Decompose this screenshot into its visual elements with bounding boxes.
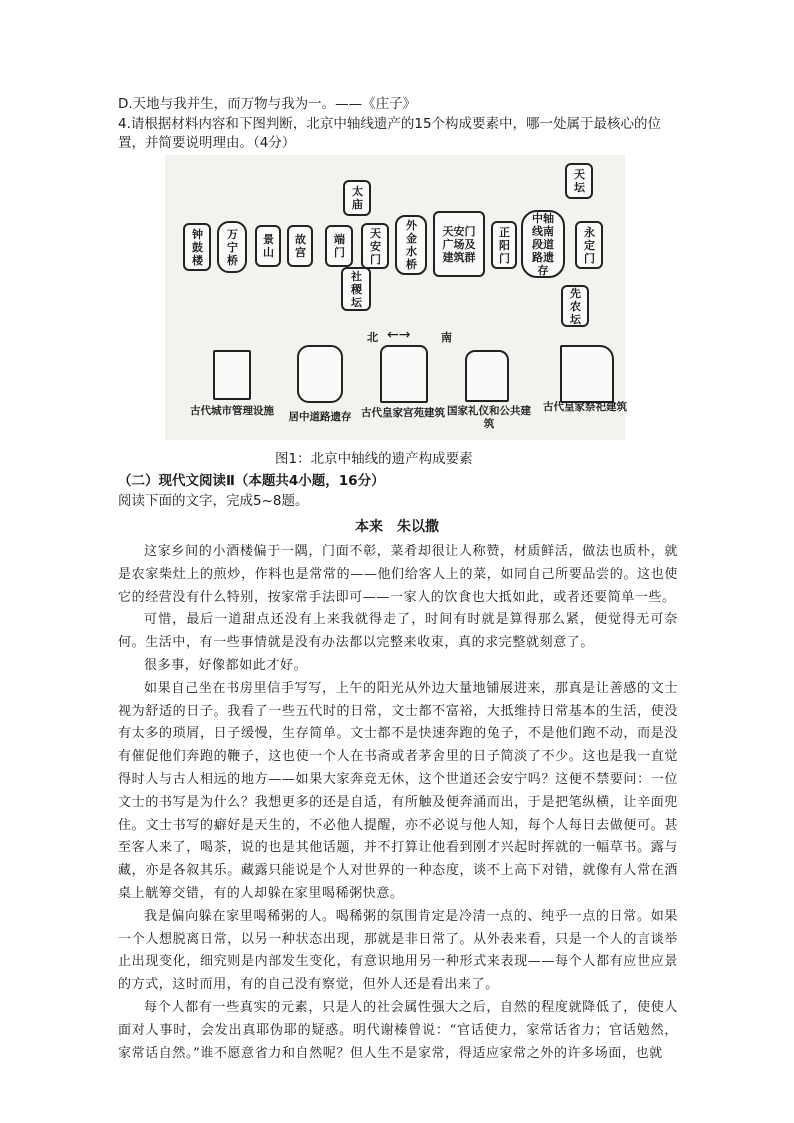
question-4-line-2: 置，并简要说明理由。（4分） (118, 135, 296, 151)
element-tiantan: 天坛 (565, 163, 593, 199)
north-label: 北 (367, 331, 378, 344)
south-label: 南 (441, 331, 452, 344)
direction-arrow: ←→ (387, 327, 411, 343)
section-heading: （二）现代文阅读Ⅱ（本题共4小题，16分） (118, 473, 385, 489)
element-waijinshuiqiao: 外金水桥 (395, 215, 427, 275)
element-tiananmen: 天安门 (361, 223, 389, 269)
article-body (118, 541, 678, 1065)
legend-shape-palace (380, 345, 428, 403)
figure-caption: 图1：北京中轴线的遗产构成要素 (275, 451, 473, 467)
element-zhonggulou: 钟鼓楼 (183, 223, 211, 271)
paragraph: 每个人都有一些真实的元素，只是人的社会属性强大之后，自然的程度就降低了，使使人面对人事时，会发出真耶伪耶的疑惑。明代谢榛曾说：“官话使力，家常话省力；官话勉然，家常话自然。”谁不愿意省力和自然呢？但人生不是家常，得适应家常之外的许多场面，也就 (118, 999, 678, 1061)
legend-shape-city (213, 350, 251, 400)
legend-label-sacrifice: 古代皇家祭祀建筑 (543, 401, 627, 413)
paragraph: 如果自己坐在书房里信手写写，上午的阳光从外边大量地铺展进来，那真是让善感的文士视为舒适的日子。我看了一些五代时的日常，文士都不富裕，大抵维持日常基本的生活，使没有太多的琐屑，日子缓慢，生存简单。文士都不是快速奔跑的兔子，不是他们跑不动，而是没有催促他们奔跑的鞭子，这也使一个人在书斋或者茅舍里的日子简淡了不少。这也是我一直觉得时人与古人相远的地方——如果大家奔竞无休，这个世道还会安宁吗？这便不禁要问：一位文士的书写是为什么？我想更多的还是自适，有所触及便奔涌而出，于是把笔纵横，让辛面兜住。文士书写的癖好是天生的，不必他人提醒，亦不必说与他人知，每个人每日去做便可。甚至客人来了，喝茶，说的也是其他话题，并不打算让他看到刚才兴起时挥就的一幅草书。露与藏，亦是各叙其乐。藏露只能说是个人对世界的一种态度，谈不上高下对错，就像有人常在酒桌上觥筹交错，有的人却躲在家里喝稀粥快意。 (118, 680, 678, 901)
element-jingshan: 景山 (255, 225, 281, 267)
element-gugong: 故宫 (287, 225, 313, 267)
element-wanningqiao: 万宁桥 (217, 221, 247, 273)
element-guangchang: 天安门广场及建筑群 (433, 211, 485, 277)
legend-shape-ceremony (465, 350, 509, 402)
paragraph: 我是偏向躲在家里喝稀粥的人。喝稀粥的氛围肯定是冷清一点的、纯乎一点的日常。如果一个人想脱离日常，以另一种状态出现，那就是非日常了。从外表来看，只是一个人的言谈举止出现变化，细究则是内部发生变化，有意识地用另一种形式来表现——每个人都有应世应景的方式，这时而用，有的自己没有察觉，但外人还是看出来了。 (118, 908, 678, 993)
element-duanmen: 端门 (325, 225, 353, 267)
legend-label-city: 古代城市管理设施 (190, 405, 274, 417)
article-title: 本来 朱以撒 (355, 519, 439, 535)
legend-label-road: 居中道路遗存 (288, 411, 352, 423)
legend-label-ceremony: 国家礼仪和公共建筑 (447, 405, 531, 430)
instruction: 阅读下面的文字，完成5~8题。 (118, 493, 309, 509)
element-shejitan: 社稷坛 (341, 267, 371, 311)
paragraph: 很多事，好像都如此才好。 (144, 657, 308, 673)
legend-label-palace: 古代皇家宫苑建筑 (361, 407, 445, 419)
axis-heritage-figure (165, 155, 625, 440)
legend-shape-road (297, 345, 343, 403)
element-zhengyangmen: 正阳门 (491, 221, 517, 269)
paragraph: 可惜，最后一道甜点还没有上来我就得走了，时间有时就是算得那么紧，便觉得无可奈何。生活中，有一些事情就是没有办法都以完整来收束，真的求完整就刻意了。 (118, 612, 678, 651)
legend-shape-sacrifice (560, 345, 614, 403)
option-d: D.天地与我并生，而万物与我为一。——《庄子》 (118, 96, 417, 112)
element-nanduan: 中轴线南段道路遗存 (521, 210, 565, 278)
question-4-line-1: 4.请根据材料内容和下图判断，北京中轴线遗产的15个构成要素中，哪一处属于最核心的位 (118, 116, 662, 132)
paragraph: 这家乡间的小酒楼偏于一隅，门面不彰，菜肴却很让人称赞，材质鲜活，做法也质朴，就是农家柴灶上的煎炒，作料也是常常的——他们给客人上的菜，如同自己所要品尝的。这也使它的经营没有什么特别，按家常手法即可——一家人的饮食也大抵如此，或者还要简单一些。 (118, 544, 678, 605)
element-taimiao: 太庙 (343, 180, 371, 216)
element-yongdingmen: 永定门 (575, 221, 603, 269)
element-xiannongtan: 先农坛 (561, 285, 589, 327)
